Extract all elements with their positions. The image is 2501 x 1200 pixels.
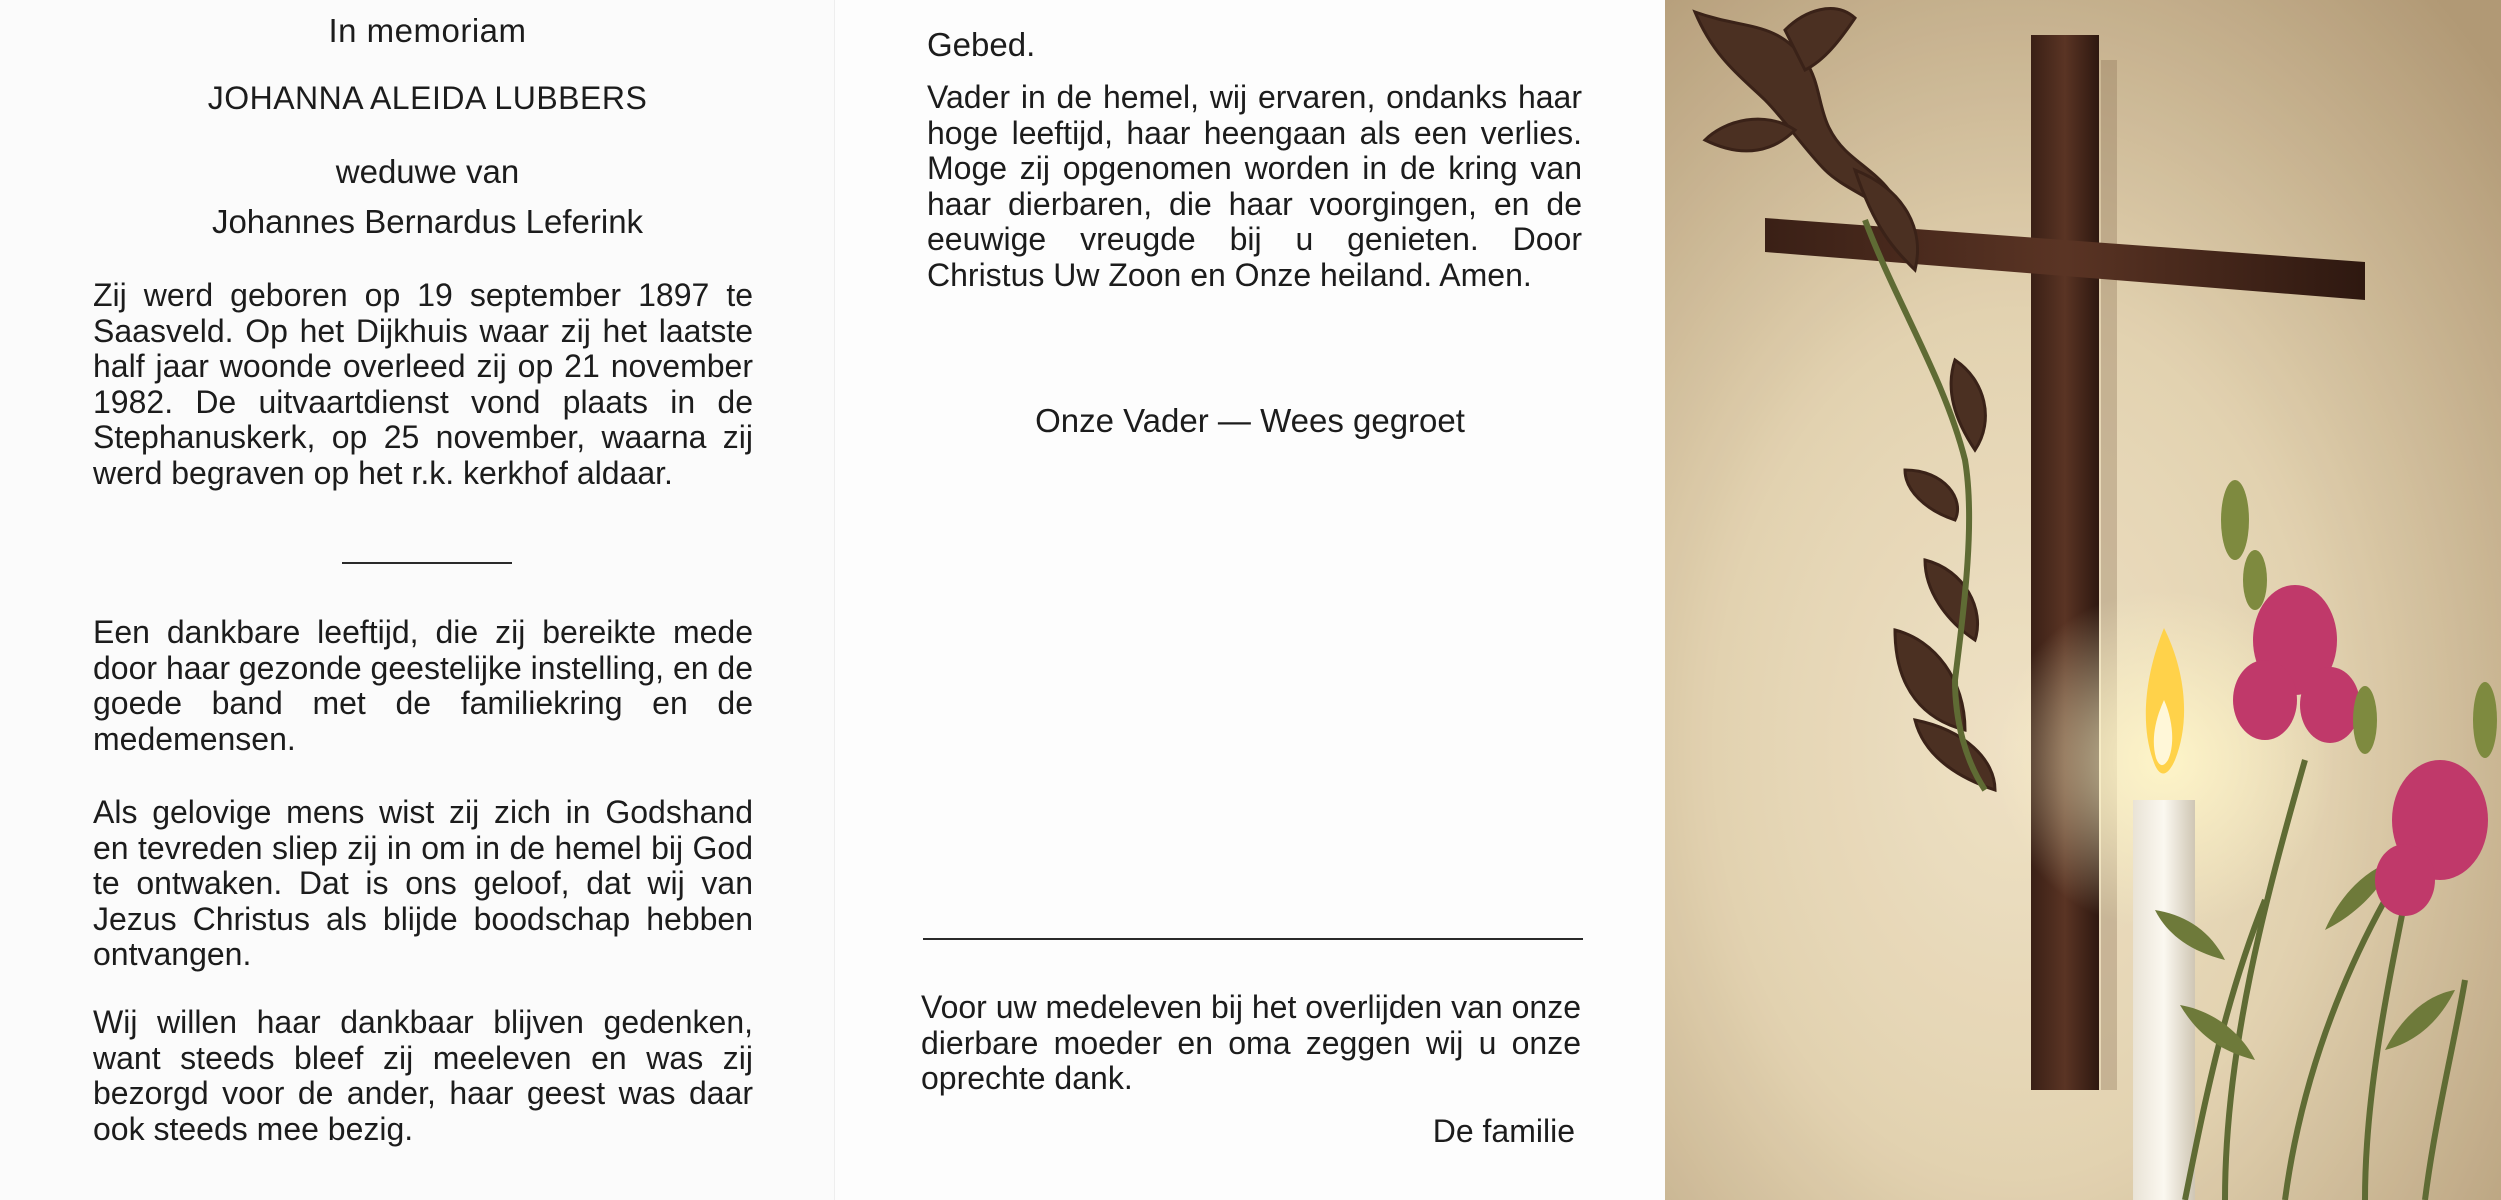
cross-vertical-beam (2031, 35, 2099, 1090)
age-paragraph: Een dankbare leeftijd, die zij bereikte mede door haar gezonde geestelijke instelling, en de goede band met de familiekring en de medemensen. (93, 614, 754, 757)
husband-name: Johannes Bernardus Leferink (211, 203, 644, 240)
signature: De familie (1432, 1113, 1575, 1149)
prayer-heading: Gebed. (927, 26, 1036, 63)
thanks-paragraph: Voor uw medeleven bij het overlijden van onze dierbare moeder en oma zeggen wij u onze oprechte dank. (921, 989, 1581, 1096)
candle-body (2133, 800, 2195, 1200)
cross-candle-photo (1665, 0, 2501, 1200)
prayer-paragraph: Vader in de hemel, wij ervaren, ondanks haar hoge leeftijd, haar heengaan als een verlies. Moge zij opgenomen worden in de kring van haar dierbaren, die haar voorgingen, en de eeuwige vreugde bij u genieten. Door Christus Uw Zoon en Onze heiland. Amen. (927, 79, 1582, 293)
section-divider (923, 938, 1583, 940)
deceased-name: JOHANNA ALEIDA LUBBERS (207, 80, 648, 116)
section-divider (342, 562, 512, 564)
cross-shadow (2101, 60, 2117, 1090)
relation-label: weduwe van (335, 153, 520, 190)
prayers-line: Onze Vader — Wees gegroet (1035, 402, 1465, 439)
faith-paragraph: Als gelovige mens wist zij zich in Godshand en tevreden sliep zij in om in de hemel bij God te ontwaken. Dat is ons geloof, dat wij van Jezus Christus als blijde boodschap hebben ontvangen. (93, 794, 753, 972)
birth-death-paragraph: Zij werd geboren op 19 september 1897 te Saasveld. Op het Dijkhuis waar zij het laatste half jaar woonde overleed zij op 21 november 1982. De uitvaartdienst vond plaats in de Stephanuskerk, op 25 november, waarna zij werd begraven op het r.k. kerkhof aldaar. (93, 277, 753, 491)
memory-paragraph: Wij willen haar dankbaar blijven gedenken, want steeds bleef zij meeleven en was zij bezorgd voor de ander, haar geest was daar ook steeds mee bezig. (93, 1004, 753, 1147)
middle-card-panel (835, 0, 1665, 1200)
memoriam-title: In memoriam (328, 12, 527, 49)
photo-illustration (1665, 0, 2501, 1200)
left-card-panel (0, 0, 835, 1200)
